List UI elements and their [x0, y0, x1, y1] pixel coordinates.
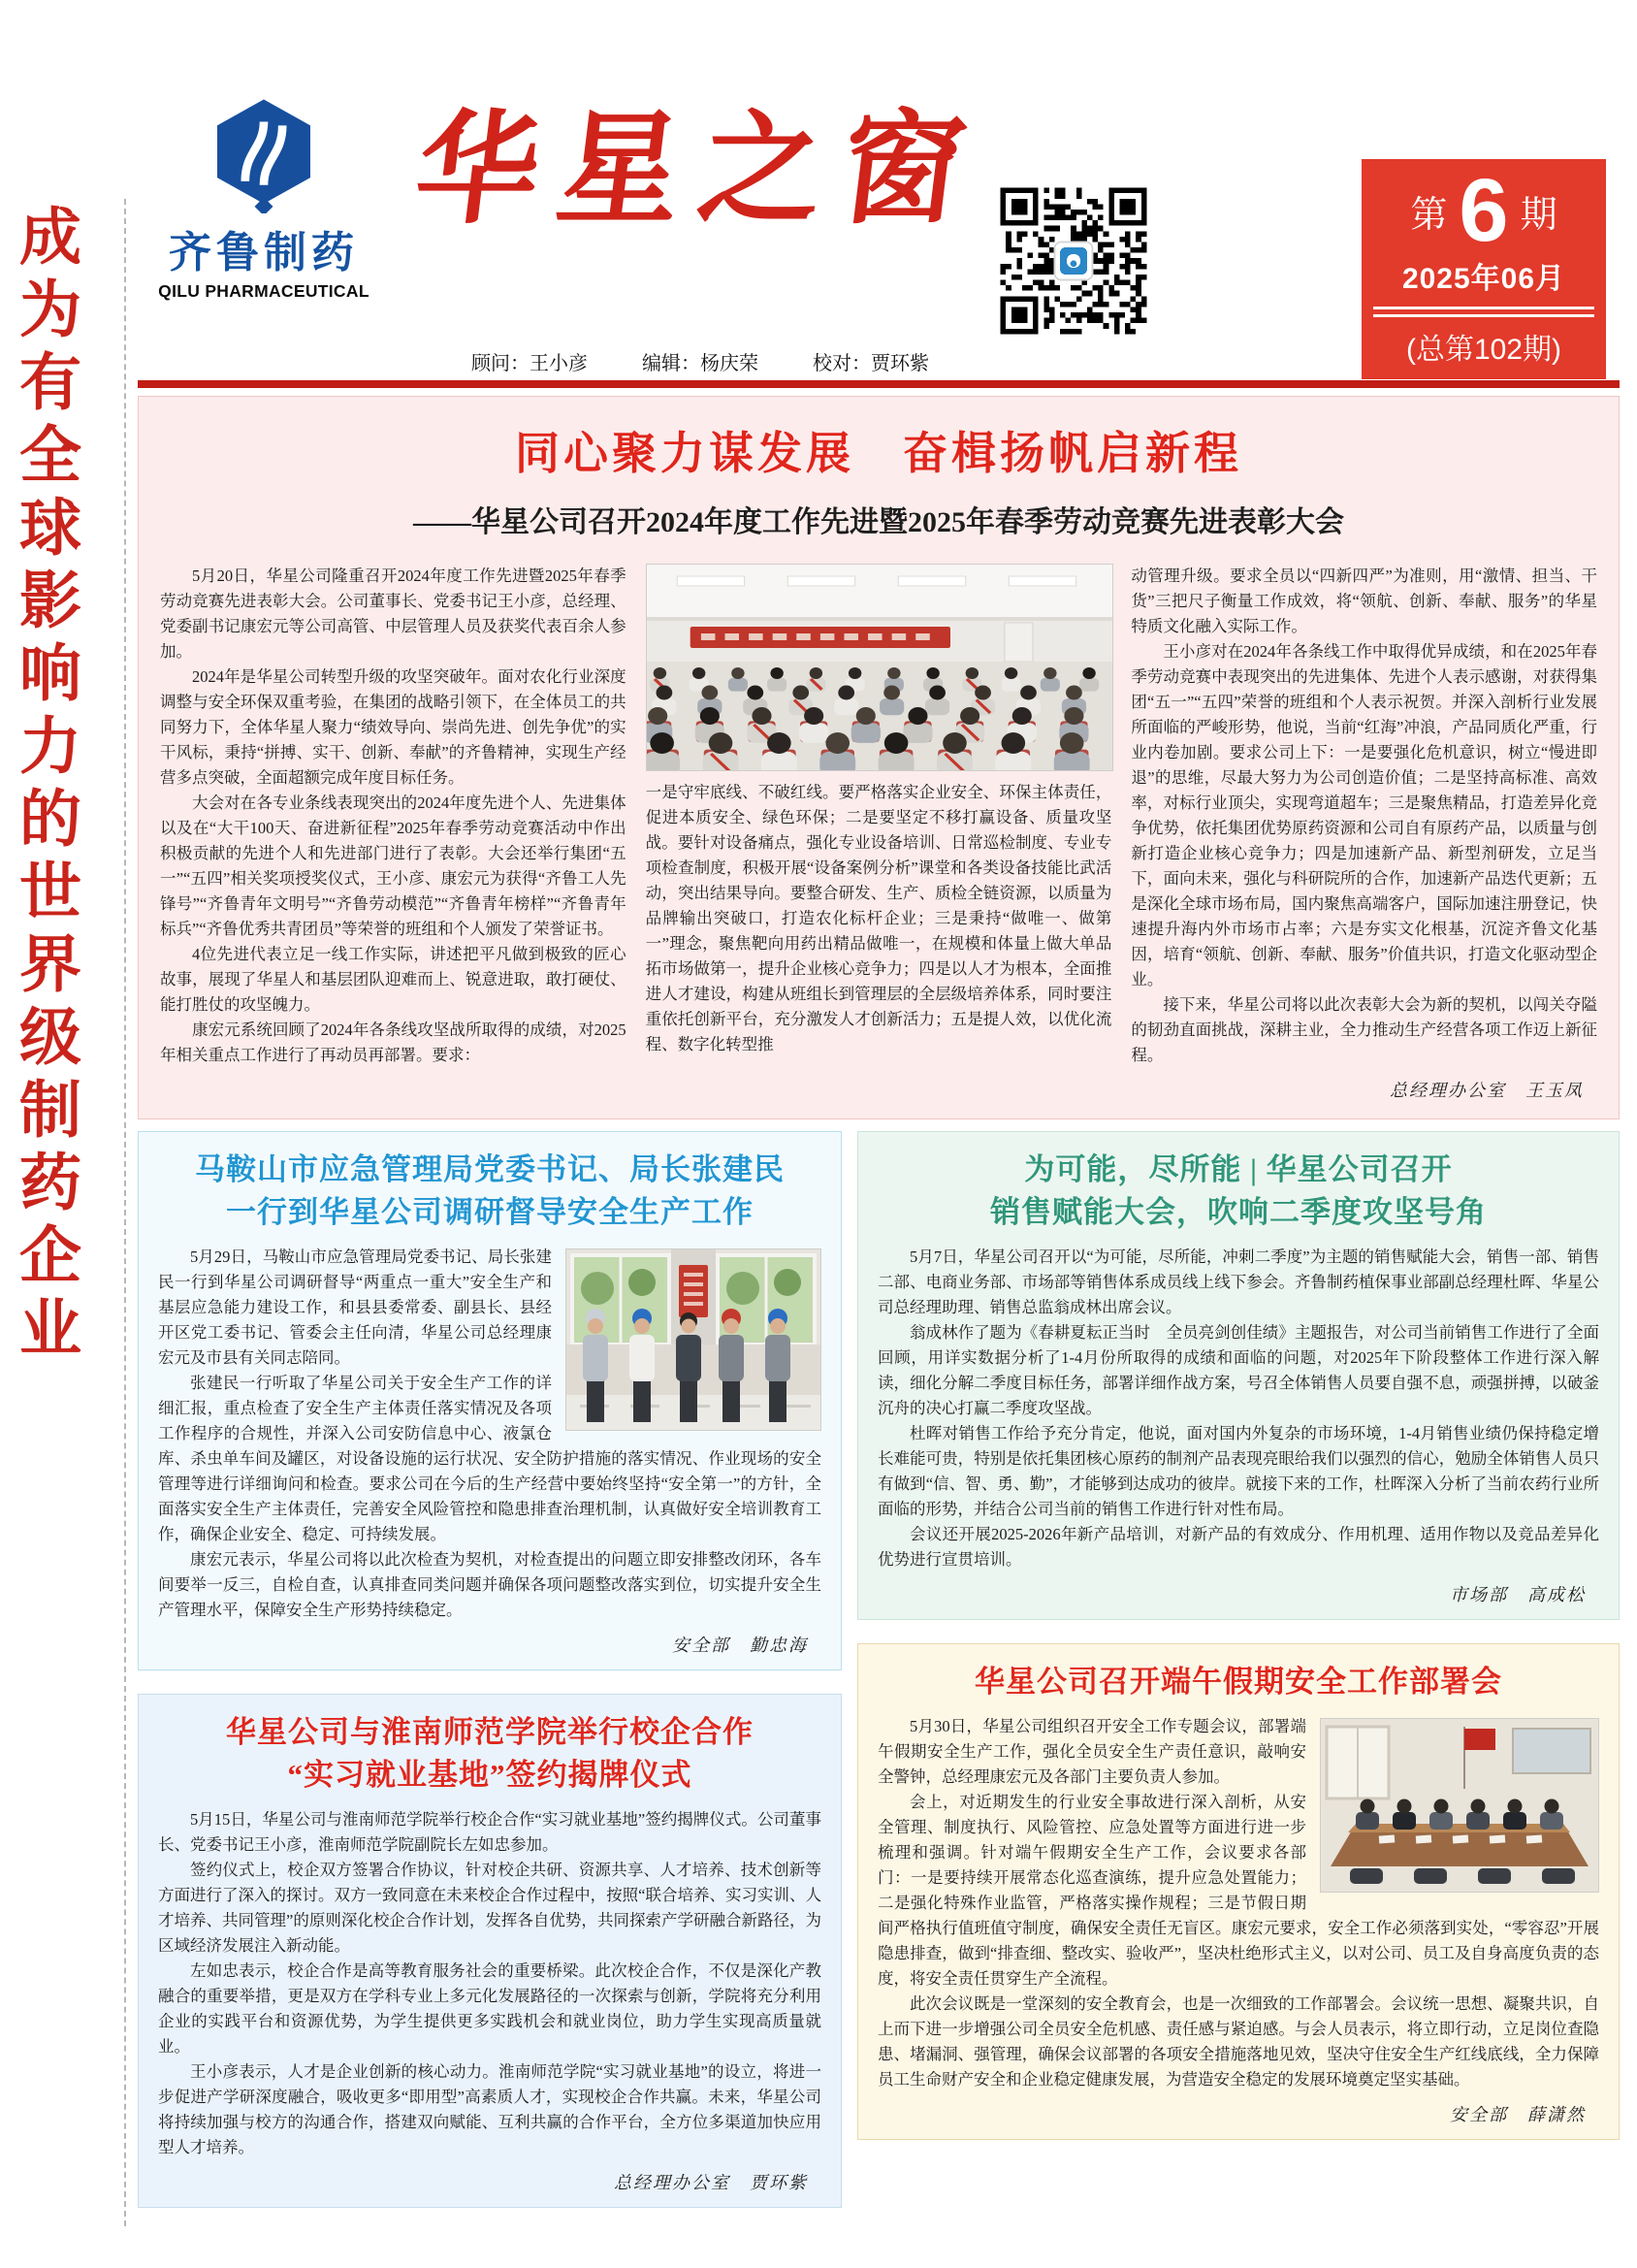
school-title-line2: “实习就业基地”签约揭牌仪式 — [287, 1758, 692, 1792]
article-signature: 市场部 高成松 — [1450, 1585, 1586, 1604]
paragraph: 5月29日，马鞍山市应急管理局党委书记、局长张建民一行到华星公司调研督导“两重点一重大”安全生产和基层应急能力建设工作，和县县委常委、副县长、县经开区党工委书记、管委会主任向清，华星公司总经理康宏元及市县有关同志陪同。 — [158, 1247, 552, 1367]
masthead-rule — [138, 380, 1620, 388]
article-signature: 安全部 勤忠海 — [672, 1636, 808, 1655]
paragraph: 大会对在各专业条线表现突出的2024年度先进个人、先进集体以及在“大干100天、奋进新征程”2025年春季劳动竞赛活动中作出积极贡献的先进个人和先进部门进行了表彰。大会还举行集团“五一”“五四”相关奖项授奖仪式，王小彦、康宏元为获得“齐鲁工人先锋号”“齐鲁青年文明号”“齐鲁劳动模范”“齐鲁青年榜样”“齐鲁青年标兵”“齐鲁优秀共青团员”等荣誉的班组和个人颁发了荣誉证书。 — [160, 794, 626, 938]
inspection-visit-photo — [565, 1248, 821, 1431]
paragraph: 动管理升级。要求全员以“四新四严”为准则，用“激情、担当、干货”三把尺子衡量工作成效，将“领航、创新、奉献、服务”的华星特质文化融入实际工作。 — [1131, 567, 1598, 635]
awards-column-3 — [1131, 564, 1597, 1103]
issue-box — [1362, 159, 1606, 379]
issue-number: 6 — [1459, 161, 1509, 260]
page-content — [138, 85, 1620, 2208]
paragraph: 王小彦表示，人才是企业创新的核心动力。淮南师范学院“实习就业基地”的设立，将进一步促进产学研深度融合，吸收更多“即用型”高素质人才，实现校企合作共赢。未来，华星公司将持续加强与校方的沟通合作，搭建双向赋能、互利共赢的合作平台，全方位多渠道加快应用型人才培养。 — [158, 2062, 821, 2156]
paragraph: 翁成林作了题为《春耕夏耘正当时 全员亮剑创佳绩》主题报告，对公司当前销售工作进行了全面回顾，用详实数据分析了1-4月份所取得的成绩和面临的问题，对2025年下阶段整体工作进行深入解读，细化分解二季度目标任务，部署详细作战方案，号召全体销售人员要自强不息，顽强拼搏，以破釜沉舟的决心打赢二季度攻坚战。 — [878, 1323, 1599, 1417]
article-awards-subtitle: ——华星公司召开2024年度工作先进暨2025年春季劳动竞赛先进表彰大会 — [413, 506, 1344, 538]
editor-credit: 编辑：杨庆荣 — [642, 353, 758, 374]
issue-month: 2025年06月 — [1401, 263, 1566, 296]
paragraph: 5月7日，华星公司召开以“为可能，尽所能，冲刺二季度”为主题的销售赋能大会，销售一部、销售二部、电商业务部、市场部等销售体系成员线上线下参会。齐鲁制药植保事业部副总经理杜晖、华星公司总经理助理、销售总监翁成林出席会议。 — [878, 1247, 1599, 1316]
paragraph: 5月20日，华星公司隆重召开2024年度工作先进暨2025年春季劳动竞赛先进表彰大会。公司董事长、党委书记王小彦，总经理、党委副书记康宏元等公司高管、中层管理人员及获奖代表百余人参加。 — [160, 567, 626, 661]
sales-title-line2: 销售赋能大会，吹响二季度攻坚号角 — [990, 1195, 1487, 1229]
editorial-staff-line — [380, 347, 1020, 375]
holiday-safety-body — [878, 1714, 1599, 2127]
inspection-title-line1: 马鞍山市应急管理局党委书记、局长张建民 — [195, 1152, 785, 1186]
article-sales-empowerment — [857, 1131, 1620, 1620]
inspection-title-line2: 一行到华星公司调研督导安全生产工作 — [226, 1195, 754, 1229]
awards-meeting-photo — [646, 564, 1114, 771]
article-awards-title: 同心聚力谋发展 奋楫扬帆启新程 — [515, 429, 1242, 478]
proofreader-credit: 校对：贾环紫 — [813, 353, 929, 374]
newspaper-title: 华星之窗 — [408, 97, 993, 241]
issue-number-line — [1371, 161, 1596, 260]
paragraph: 王小彦对在2024年各条线工作中取得优异成绩，和在2025年春季劳动竞赛中表现突出的先进集体、先进个人表示感谢，对获得集团“五一”“五四”荣誉的班组和个人表示祝贺。并深入剖析行业发展所面临的严峻形势，他说，当前“红海”冲浪，产品同质化严重，行业内卷加剧。要求公司上下：一是要强化危机意识，树立“慢进即退”的思维，尽最大努力为公司创造价值；二是坚持高标准、高效率，对标行业顶尖，实现弯道超车；三是聚焦精品，打造差异化竞争优势，依托集团优势原药资源和公司自有原药产品，以质量与创新打造企业核心竞争力；四是加速新产品、新型剂研发，立足当下，面向未来，强化与科研院所的合作，加速新产品迭代更新；五是深化全球市场布局，国内聚焦高端客户，国际加速注册登记，快速提升海内外市场市占率；六是夯实文化根基，沉淀齐鲁文化基因，培育“领航、创新、奉献、服务”价值共识，打造文化驱动型企业。 — [1131, 642, 1598, 988]
paragraph: 接下来，华星公司将以此次表彰大会为新的契机，以闯关夺隘的韧劲直面挑战，深耕主业，全力推动生产经营各项工作迈上新征程。 — [1131, 995, 1598, 1064]
sales-body — [878, 1245, 1599, 1607]
publisher-logo-block — [147, 99, 380, 302]
paragraph: 杜晖对销售工作给予充分肯定，他说，面对国内外复杂的市场环境，1-4月销售业绩仍保持稳定增长难能可贵，特别是依托集团核心原药的制剂产品表现亮眼给我们以强烈的信心，勉励全体销售人员只有做到“信、智、勇、勤”，才能够到达成功的彼岸。就接下来的工作，杜晖深入分析了当前农药行业所面临的形势，并结合公司当前的销售工作进行针对性布局。 — [878, 1424, 1599, 1518]
awards-column-1 — [160, 564, 626, 1103]
advisor-credit: 顾问：王小彦 — [471, 353, 588, 374]
article-awards-ceremony — [138, 396, 1620, 1119]
paragraph: 张建民一行听取了华星公司关于安全生产工作的详细汇报，重点检查了安全生产主体责任落实情况及各项工作程序的合规性，并深入公司安防信息中心、液氯仓库、杀虫单车间及罐区，对设备设施的运行状况、安全防护措施的落实情况、作业现场的安全管理等进行详细询问和检查。要求公司在今后的生产经营中要始终坚持“安全第一”的方针，全面落实安全生产主体责任，完善安全风险管控和隐患排查治理机制，认真做好安全培训教育工作，确保企业安全、稳定、可持续发展。 — [158, 1374, 821, 1543]
issue-divider — [1373, 307, 1594, 317]
awards-column-2 — [646, 564, 1112, 1103]
holiday-safety-title: 华星公司召开端午假期安全工作部署会 — [975, 1665, 1502, 1699]
article-signature: 总经理办公室 王玉凤 — [1390, 1081, 1585, 1100]
masthead — [138, 85, 1620, 388]
paragraph: 左如忠表示，校企合作是高等教育服务社会的重要桥梁。此次校企合作，不仅是深化产教融合的重要举措，更是双方在学科专业上多元化发展路径的一次探索与创新，学院将充分利用企业的实践平台和资源优势，为学生提供更多实践机会和就业岗位，助力学生实现高质量就业。 — [158, 1961, 821, 2056]
paragraph: 会上，对近期发生的行业安全事故进行深入剖析，从安全管理、制度执行、风险管控、应急处置等方面进行进一步梳理和强调。针对端午假期安全生产工作，会议要求各部门：一是要持续开展常态化巡查演练，提升应急处置能力；二是强化特殊作业监管，严格落实操作规程；三是节假日期间严格执行值班值守制度，确保安全责任无盲区。康宏元要求，安全工作必须落到实处，“零容忍”开展隐患排查，做到“排查细、整改实、验收严”，坚决杜绝形式主义，以对公司、员工及自身高度负责的态度，将安全责任贯穿生产全流程。 — [878, 1793, 1599, 1988]
vertical-slogan: 成为有全球影响力的世界级制药企业 — [9, 204, 81, 1368]
qr-code — [995, 182, 1152, 340]
article-school-cooperation — [138, 1694, 842, 2208]
issue-prefix: 第 — [1410, 194, 1448, 236]
publisher-name-en: QILU PHARMACEUTICAL — [158, 281, 369, 301]
issue-total: (总第102期) — [1405, 334, 1562, 367]
paragraph: 2024年是华星公司转型升级的攻坚突破年。面对农化行业深度调整与安全环保双重考验，在集团的战略引领下，在全体员工的共同努力下，全体华星人聚力“绩效导向、崇尚先进、创先争优”的实干风标，秉持“拼搏、实干、创新、奉献”的齐鲁精神，实现生产经营多点突破，全面超额完成年度目标任务。 — [160, 667, 626, 787]
qilu-logo-icon — [217, 99, 310, 213]
paragraph: 康宏元表示，华星公司将以此次检查为契机，对检查提出的问题立即安排整改闭环，各车间要举一反三，自检自查，认真排查同类问题并确保各项问题整改落实到位，切实提升安全生产管理水平，保障安全生产形势持续稳定。 — [158, 1550, 821, 1619]
school-title-line1: 华星公司与淮南师范学院举行校企合作 — [226, 1715, 754, 1749]
paragraph: 签约仪式上，校企双方签署合作协议，针对校企共研、资源共享、人才培养、技术创新等方面进行了深入的探讨。双方一致同意在未来校企合作过程中，按照“联合培养、实习实训、人才培养、共同管理”的原则深化校企合作计划，发挥各自优势，共同探索产学研融合新路径，为区域经济发展注入新动能。 — [158, 1861, 821, 1955]
paragraph: 此次会议既是一堂深刻的安全教育会，也是一次细致的工作部署会。会议统一思想、凝聚共识，自上而下进一步增强公司全员安全危机感、责任感与紧迫感。与会人员表示，将立即行动，立足岗位查隐患、堵漏洞、强管理，确保会议部署的各项安全措施落地见效，坚决守住安全生产红线底线，全力保障员工生命财产安全和企业稳定健康发展，为营造安全稳定的发展环境奠定坚实基础。 — [878, 1994, 1599, 2089]
publisher-name-cn: 齐鲁制药 — [169, 229, 359, 276]
vertical-divider — [124, 199, 126, 2226]
issue-suffix: 期 — [1520, 194, 1557, 236]
inspection-body — [158, 1245, 821, 1658]
article-signature: 总经理办公室 贾环紫 — [614, 2173, 808, 2192]
school-body — [158, 1807, 821, 2195]
lower-section — [138, 1131, 1620, 2208]
article-safety-inspection — [138, 1131, 842, 1670]
paragraph: 5月30日，华星公司组织召开安全工作专题会议，部署端午假期安全生产工作，强化全员安全生产责任意识，敲响安全警钟，总经理康宏元及各部门主要负责人参加。 — [878, 1717, 1306, 1786]
safety-meeting-photo — [1320, 1718, 1599, 1893]
sales-title-line1: 为可能，尽所能 | 华星公司召开 — [1024, 1152, 1453, 1186]
right-article-stack — [857, 1131, 1620, 2140]
paragraph: 5月15日，华星公司与淮南师范学院举行校企合作“实习就业基地”签约揭牌仪式。公司董事长、党委书记王小彦，淮南师范学院副院长左如忠参加。 — [158, 1810, 821, 1854]
paragraph: 一是守牢底线、不破红线。要严格落实企业安全、环保主体责任，促进本质安全、绿色环保；二是要坚定不移打赢设备、质量攻坚战。要针对设备痛点，强化专业设备培训、日常巡检制度、专业专项检查制度，积极开展“设备案例分析”课堂和各类设备技能比武活动，突出结果导向。要整合研发、生产、质检全链资源，以质量为品牌输出突破口，打造农化标杆企业；三是秉持“做唯一、做第一”理念，聚焦靶向用药出精品做唯一，在规模和体量上做大单品拓市场做第一，提升企业核心竞争力；四是以人才为根本，全面推进人才建设，构建从班组长到管理层的全层级培养体系，同时要注重依托创新平台，充分激发人才创新活力；五是提人效，以优化流程、数字化转型推 — [645, 783, 1112, 1053]
left-article-stack — [138, 1131, 842, 2208]
paragraph: 康宏元系统回顾了2024年各条线攻坚战所取得的成绩，对2025年相关重点工作进行了再动员再部署。要求： — [160, 1021, 626, 1064]
article-holiday-safety — [857, 1643, 1620, 2140]
article-signature: 安全部 薛潇然 — [1450, 2105, 1586, 2124]
paragraph: 会议还开展2025-2026年新产品培训，对新产品的有效成分、作用机理、适用作物以及竞品差异化优势进行宣贯培训。 — [878, 1525, 1599, 1569]
paragraph: 4位先进代表立足一线工作实际，讲述把平凡做到极致的匠心故事，展现了华星人和基层团队迎难而上、锐意进取，敢打硬仗、能打胜仗的攻坚魄力。 — [160, 945, 626, 1014]
article-awards-columns — [160, 564, 1597, 1103]
